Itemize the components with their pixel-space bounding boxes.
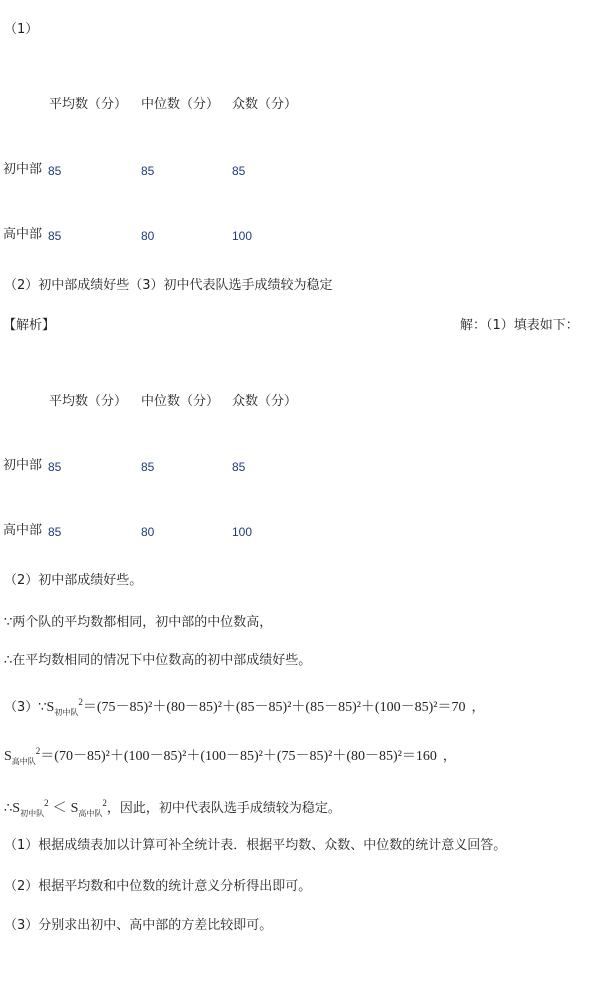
table-2-header-mean: 平均数（分） [49,394,128,409]
part-2-reason-2: ∴在平均数相同的情况下中位数高的初中部成绩好些。 [4,653,312,668]
variance-comparison-line [4,795,341,822]
variance-symbol-senior: $S_{高中队}^2$ [4,746,41,766]
part-3-conclusion: ，因此，初中代表队选手成绩较为稳定。 [106,801,341,816]
table-2-cell: 85 [141,460,155,474]
table-1-row-label: 初中部 [3,162,43,177]
table-1-cell: 100 [232,229,253,243]
table-2-cell: 85 [48,525,62,539]
less-than-symbol: ＜ [52,801,67,816]
comma: ， [442,749,456,764]
variance-senior-line [4,743,456,770]
table-1-cell: 85 [48,229,62,243]
analysis-label: 【解析】 [3,318,56,333]
solution-intro: 解：（1）填表如下： [460,318,579,333]
table-1-cell: 80 [141,229,155,243]
table-1-header-median: 中位数（分） [141,97,220,112]
table-1-header-mode: 众数（分） [232,97,298,112]
table-2-header-mode: 众数（分） [232,394,298,409]
table-2-row-label: 初中部 [3,458,43,473]
therefore-symbol: ∴ [4,801,13,816]
comma: ， [471,700,485,715]
variance-junior-expression: ＝(75－85)²＋(80－85)²＋(85－85)²＋(85－85)²＋(100－85)²＝70 [82,700,466,715]
table-1-cell: 85 [48,164,62,178]
table-2-cell: 85 [48,460,62,474]
table-2-cell: 100 [232,525,253,539]
table-1-header-mean: 平均数（分） [49,97,128,112]
table-2-header-median: 中位数（分） [141,394,220,409]
table-2-row-label: 高中部 [3,523,43,538]
variance-junior-line [4,694,484,721]
variance-senior-expression: ＝(70－85)²＋(100－85)²＋(100－85)²＋(75－85)²＋(80－85)²＝160 [40,749,437,764]
variance-symbol-senior: $S_{高中队}^2$ [70,798,107,818]
table-1-cell: 85 [232,164,246,178]
table-2-cell: 85 [232,460,246,474]
question-1-label: （1） [4,22,39,37]
answer-2-3: （2）初中部成绩好些（3）初中代表队选手成绩较为稳定 [4,278,333,293]
variance-symbol-junior: $S_{初中队}^2$ [12,798,49,818]
variance-symbol-junior: $S_{初中队}^2$ [46,697,83,717]
table-1-row-label: 高中部 [3,227,43,242]
part-2-answer: （2）初中部成绩好些。 [4,573,143,588]
note-3: （3）分别求出初中、高中部的方差比较即可。 [4,918,273,933]
note-1: （1）根据成绩表加以计算可补全统计表．根据平均数、众数、中位数的统计意义回答。 [4,838,507,853]
part-3-prefix: （3）∵ [4,700,47,715]
part-2-reason-1: ∵两个队的平均数都相同，初中部的中位数高， [4,615,273,630]
table-1-cell: 85 [141,164,155,178]
table-2-cell: 80 [141,525,155,539]
note-2: （2）根据平均数和中位数的统计意义分析得出即可。 [4,879,312,894]
